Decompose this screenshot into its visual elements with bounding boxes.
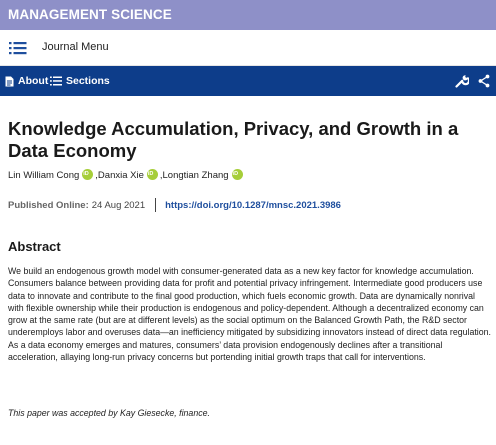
published-online-label: Published Online: — [8, 199, 89, 211]
published-date: 24 Aug 2021 — [91, 199, 146, 211]
journal-brand-title[interactable]: MANAGEMENT SCIENCE — [8, 7, 172, 22]
orcid-icon[interactable] — [147, 169, 158, 180]
sections-label: Sections — [66, 75, 110, 87]
about-button[interactable] — [5, 74, 48, 88]
share-icon[interactable] — [478, 74, 490, 88]
sections-button[interactable] — [50, 74, 110, 88]
abstract-heading: Abstract — [8, 239, 61, 254]
divider — [155, 198, 156, 212]
journal-menu-label[interactable]: Journal Menu — [42, 41, 109, 53]
orcid-icon[interactable] — [232, 169, 243, 180]
list-menu-icon[interactable] — [9, 41, 27, 55]
list-icon — [50, 76, 62, 86]
doi-link[interactable]: https://doi.org/10.1287/mnsc.2021.3986 — [165, 199, 341, 211]
accepted-note: This paper was accepted by Kay Giesecke, finance. — [8, 408, 210, 418]
about-label: About — [18, 75, 49, 87]
publication-info — [8, 198, 341, 212]
abstract-text: We build an endogenous growth model with consumer-generated data as a new key factor for knowledge accumulation. Consumers balance between providing data for profit and potential privacy infringement. Intermediate good producers use data to innovate and contribute to the final good production, which fuels economic growth. Data are dynamically nonrival with flexible ownership while their production is endogenous and policy-dependent. Although a decentralized economy can grow at the same rate (but are at different levels) as the social optimum on the Balanced Growth Path, the R&D sector underemploys labor and overuses data—an inefficiency mitigated by subsidizing innovators instead of direct data regulation. As a data economy emerges and matures, consumers’ data provision endogenously declines after a transitional acceleration, allaying long-run privacy concerns but portending initial growth traps that call for interventions. — [8, 266, 491, 363]
journal-brand-bar — [0, 0, 496, 30]
author-separator: , — [95, 170, 98, 181]
author-separator: , — [159, 170, 163, 181]
author-link[interactable]: Danxia Xie — [97, 170, 144, 181]
orcid-icon[interactable] — [82, 169, 93, 180]
article-title: Knowledge Accumulation, Privacy, and Growth in a Data Economy — [8, 118, 459, 161]
author-list — [8, 170, 245, 181]
journal-menu-row[interactable] — [0, 30, 496, 66]
wrench-icon[interactable] — [455, 74, 469, 88]
article-nav-bar — [0, 66, 496, 96]
document-icon — [5, 76, 14, 87]
author-link[interactable]: Lin William Cong — [8, 170, 80, 181]
author-link[interactable]: Longtian Zhang — [162, 170, 229, 181]
